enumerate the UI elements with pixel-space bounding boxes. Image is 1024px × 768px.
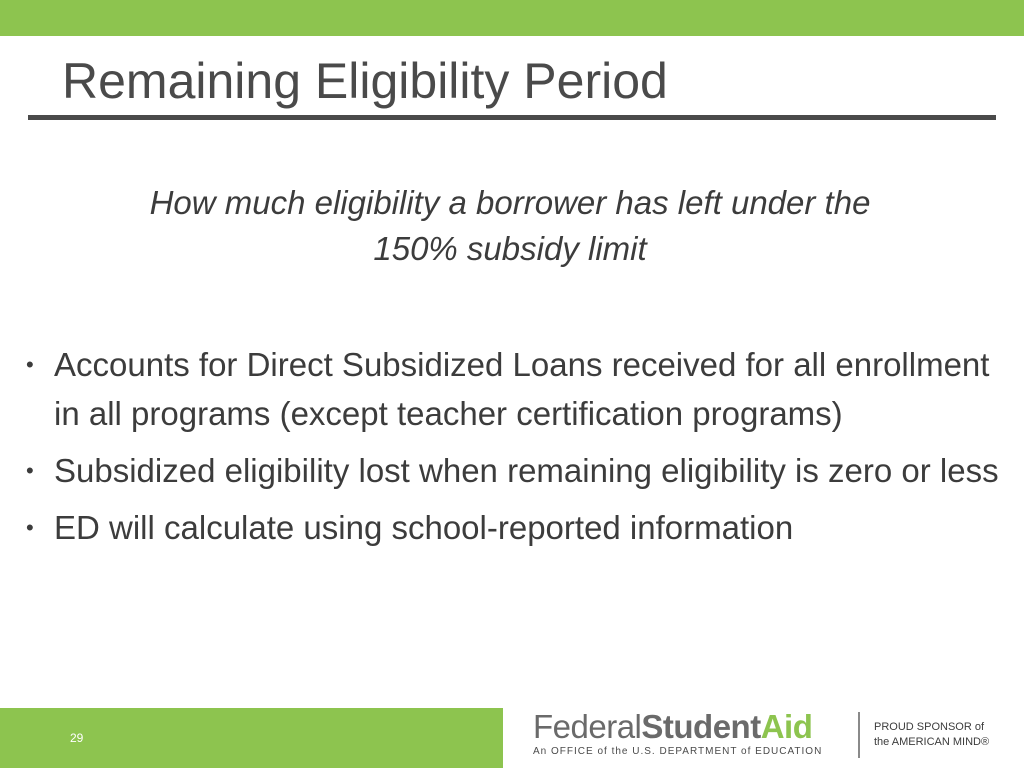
logo-student-text: Student: [641, 708, 761, 745]
bullet-icon: •: [26, 515, 34, 540]
bullet-text: Subsidized eligibility lost when remaining eligibility is zero or less: [54, 452, 999, 489]
federal-student-aid-logo: [533, 709, 843, 764]
bullet-text: Accounts for Direct Subsidized Loans received for all enrollment in all programs (except teacher certification programs): [54, 346, 990, 432]
logo-aid-text: Aid: [760, 708, 813, 745]
sponsor-line-2: the AMERICAN MIND®: [874, 736, 990, 748]
logo-divider: [858, 712, 860, 758]
title-underline: [28, 115, 996, 120]
sponsor-tagline: [874, 720, 989, 750]
bullet-list: [26, 340, 1001, 560]
bullet-icon: •: [26, 352, 34, 377]
bullet-text: ED will calculate using school-reported information: [54, 509, 794, 546]
bullet-item: [26, 446, 1001, 495]
page-number: 29: [70, 731, 84, 745]
logo-subline: An OFFICE of the U.S. DEPARTMENT of EDUCATION: [533, 746, 823, 757]
logo-wordmark: [533, 709, 812, 745]
top-accent-bar: [0, 0, 1024, 36]
logo-federal-text: Federal: [533, 708, 642, 745]
subtitle-line-2: 150% subsidy limit: [373, 230, 647, 267]
bullet-item: [26, 340, 1001, 438]
bullet-item: [26, 503, 1001, 552]
subtitle-line-1: How much eligibility a borrower has left under the: [149, 184, 871, 221]
slide-title: Remaining Eligibility Period: [62, 53, 668, 109]
sponsor-line-1: PROUD SPONSOR of: [874, 721, 985, 733]
bullet-icon: •: [26, 458, 34, 483]
slide-subtitle: [40, 180, 980, 272]
